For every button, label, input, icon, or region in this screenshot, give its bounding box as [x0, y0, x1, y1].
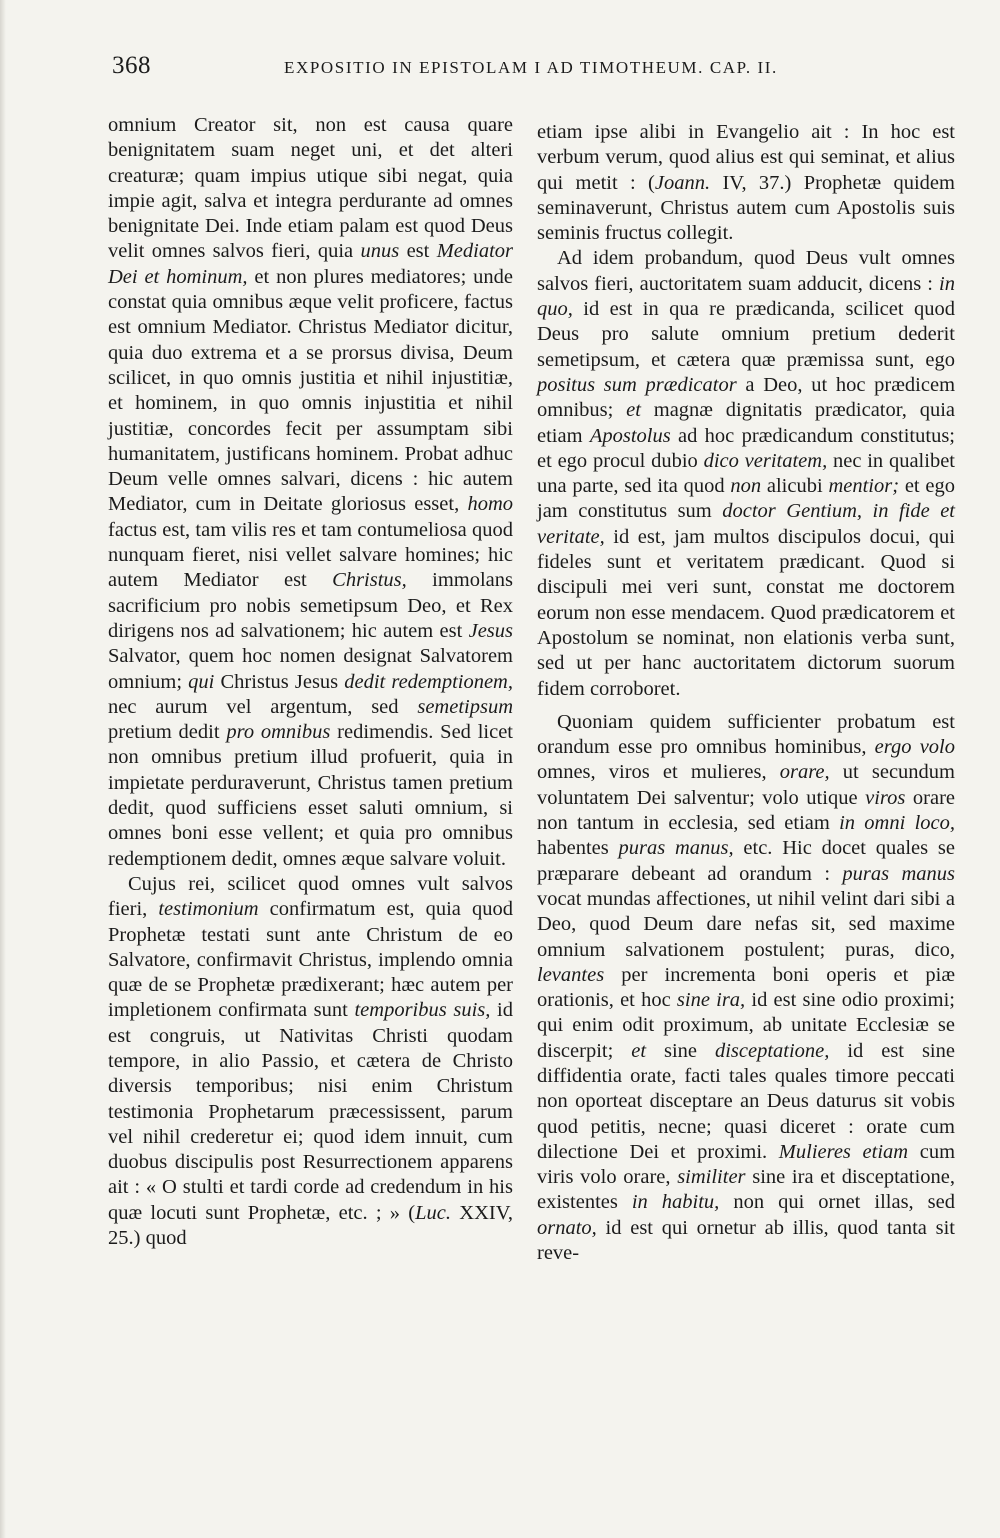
italic-text: viros [865, 786, 906, 809]
italic-text: Christus, [332, 569, 407, 592]
italic-text: Joann. [654, 171, 711, 194]
italic-text: homo [467, 493, 513, 516]
text-run: XXIV, 25.) quod [108, 1201, 513, 1250]
italic-text: orare, [779, 761, 830, 784]
paragraph [537, 120, 955, 246]
italic-text: semetipsum [417, 695, 513, 718]
italic-text: in habitu, [631, 1191, 720, 1214]
italic-text: positus sum prædicator [537, 373, 737, 396]
italic-text: ergo volo [874, 736, 955, 759]
text-run: orare non tantum in ecclesia, sed etiam [537, 786, 955, 835]
text-run: factus est, tam vilis res et tam contumeliosa quod nunquam fieret, nisi vellet salvare homines; hic autem Mediator est [108, 518, 513, 592]
right-text-column [537, 120, 955, 1266]
left-text-column [108, 113, 513, 1251]
paragraph [537, 246, 955, 701]
italic-text: Mediator Dei et hominum, [108, 240, 513, 288]
text-run: Salvator, quem hoc nomen designat Salvatorem omnium; [108, 645, 513, 693]
text-run: sine [646, 1039, 715, 1062]
italic-text: doctor Gentium, in fide et veritate, [537, 500, 956, 548]
text-run: ad hoc prædicandum constitutus; et ego procul dubio [537, 424, 955, 472]
text-run: id est qui ornetur ab illis, quod tanta sit reve- [537, 1216, 955, 1265]
italic-text: testimonium [158, 898, 259, 921]
italic-text: dico veritatem, [703, 449, 828, 472]
text-run: ut secundum voluntatem Dei salventur; volo utique [537, 761, 955, 809]
italic-text: sine ira, [676, 989, 746, 1012]
text-run: Christus Jesus [214, 670, 345, 693]
paragraph [108, 113, 513, 872]
italic-text: unus [360, 240, 400, 263]
text-run: id est sine diffidentia orate, facti tales quales timore peccati non oporteat disceptare an Deus daturus sit vobis quod petitis, necne; quasi diceret : orate cum dilectione Dei et proximi. [537, 1039, 955, 1163]
text-run: habentes [537, 837, 619, 860]
italic-text: Luc. [415, 1201, 452, 1224]
page-number: 368 [112, 52, 151, 79]
italic-text: puras manus, [618, 837, 734, 860]
paragraph [108, 872, 513, 1251]
text-run: IV, 37.) Prophetæ quidem seminaverunt, Christus autem cum Apostolis suis seminis fructus collegit. [537, 171, 955, 245]
text-run: est [399, 240, 437, 263]
text-run: sine ira et disceptatione, existentes [537, 1166, 955, 1214]
running-head: EXPOSITIO IN EPISTOLAM I AD TIMOTHEUM. CAP. II. [284, 58, 778, 77]
italic-text: Apostolus [589, 424, 671, 447]
text-run: a Deo, ut hoc prædicem omnibus; [537, 373, 956, 422]
text-run: id est, jam multos discipulos docui, qui fideles sunt et veritatem prædicant. Quod si discipuli mei veri sunt, constat me doctorem eorum non esse mendacem. Quod prædicatorem et Apostolum se nominat, non elationis verba sunt, sed ut per hanc auctoritatem dictorum suorum fidem corroboret. [537, 525, 955, 700]
text-run: id est congruis, ut Nativitas Christi quodam tempore, in alio Passio, et cætera de Christo diversis temporibus; nisi enim Christum testimonia Prophetarum præcessissent, parum vel nihil crederetur ei; quod idem innuit, cum duobus discipulis post Resurrectionem apparens ait : « O stulti et tardi corde ad credendum in his quæ locuti sunt Prophetæ, etc. ; » ( [108, 999, 513, 1224]
italic-text: levantes [537, 963, 605, 986]
text-run: cum viris volo orare, [537, 1140, 956, 1189]
text-run: vocat mundas affectiones, ut nihil velint dari sibi a Deo, quod Deum dare nefas sit, sed maxime omnium salvationem postulent; puras, dico, [537, 887, 955, 961]
text-run: Cujus rei, scilicet quod omnes vult salvos fieri, [108, 872, 513, 921]
italic-text: pro omnibus [226, 721, 331, 744]
italic-text: Jesus [468, 619, 513, 642]
text-run: omnium Creator sit, non est causa quare benignitatem suam neget uni, et det alteri creaturæ; quam impius utique sibi negat, quia impie agit, salva et integra perdurante ad omnes benignitate Dei. Inde etiam palam est quod Deus velit omnes salvos fieri, quia [108, 114, 513, 263]
italic-text: puras manus [842, 862, 956, 885]
italic-text: et [631, 1039, 647, 1062]
italic-text: non [730, 475, 762, 498]
text-run: redimendis. Sed licet non omnibus pretium illud profuerit, quia in impietate perduraverunt, Christus tamen pretium dedit, quod sufficiens esset saluti omnium, si omnes boni esse vellent; et quia pro omnibus redemptionem dedit, omnes æque salvare voluit. [108, 721, 513, 870]
italic-text: Mulieres etiam [778, 1140, 909, 1163]
text-run: pretium dedit [108, 721, 227, 744]
text-run: nec in qualibet una parte, sed ita quod [537, 449, 955, 498]
italic-text: in quo, [537, 272, 955, 321]
italic-text: similiter [677, 1166, 746, 1189]
page-gutter-shadow [0, 0, 6, 1538]
text-run: nec aurum vel argentum, sed [108, 695, 418, 718]
italic-text: et [626, 399, 641, 422]
text-run: immolans sacrificium pro nobis semetipsum Deo, et Rex dirigens nos ad salvationem; hic autem est [108, 569, 513, 642]
text-run: confirmatum est, quia quod Prophetæ testati sunt ante Christum de eo Salvatore, confirmavit Christus, implendo omnia quæ de se Prophetæ prædixerant; hæc autem per impletionem confirmata sunt [108, 898, 513, 1022]
italic-text: mentior; [828, 475, 900, 498]
text-run: per incrementa boni operis et piæ orationis, et hoc [537, 963, 955, 1012]
text-run: id est sine odio proximi; qui enim odit proximum, ab unitate Ecclesiæ se discerpit; [537, 989, 955, 1062]
italic-text: in omni loco, [839, 812, 955, 835]
text-run: et non plures mediatores; unde constat quia omnibus æque velit proficere, factus est omnium Mediator. Christus Mediator dicitur, quia duo extrema et a se prorsus divisa, Deum scilicet, in quo omnis justitia et nihil injustitiæ, et hominem, in quo omnis injustitia et nihil justitiæ, concordes fecit per assumptam sibi humanitatem, justificans hominem. Probat adhuc Deum velle omnes salvari, dicens : hic autem Mediator, cum in Deitate gloriosus esset, [108, 265, 513, 516]
text-run: Quoniam quidem sufficienter probatum est orandum esse pro omnibus hominibus, [537, 710, 955, 759]
italic-text: temporibus suis, [354, 999, 491, 1022]
text-run: etiam ipse alibi in Evangelio ait : In hoc est verbum verum, quod alius est qui seminat, et alius qui metit : ( [537, 121, 955, 194]
page-header [112, 52, 812, 92]
paragraph [537, 710, 955, 1267]
text-run: omnes, viros et mulieres, [537, 761, 780, 784]
italic-text: disceptatione, [714, 1039, 830, 1062]
text-run: alicubi [761, 475, 829, 498]
text-run: id est in qua re prædicanda, scilicet quod Deus pro salute omnium pretium dederit semetipsum, et cætera quæ præmissa sunt, ego [537, 298, 955, 371]
italic-text: dedit redemptionem, [344, 670, 513, 693]
italic-text: ornato, [537, 1216, 597, 1239]
italic-text: qui [188, 670, 215, 693]
text-run: Ad idem probandum, quod Deus vult omnes salvos fieri, auctoritatem suam adducit, dicens : [537, 247, 955, 295]
text-run: et ego jam constitutus sum [537, 475, 955, 523]
text-run: etc. Hic docet quales se præparare debeant ad orandum : [537, 837, 955, 885]
text-run: magnæ dignitatis prædicator, quia etiam [537, 399, 955, 447]
text-run: non qui ornet illas, sed [719, 1191, 955, 1214]
